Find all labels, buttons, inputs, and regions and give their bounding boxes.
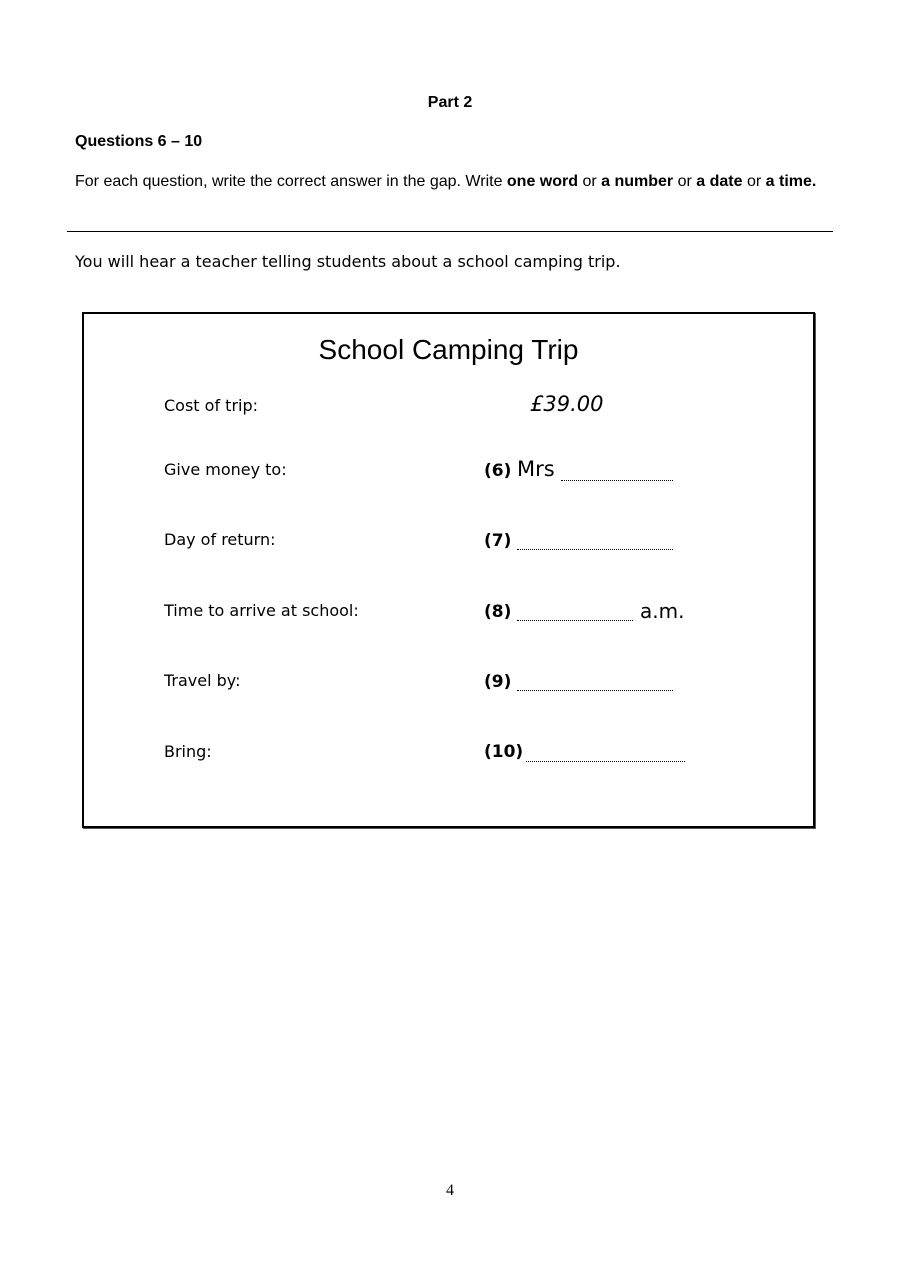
q10-number: (10) (484, 742, 524, 762)
q8-number: (8) (484, 602, 512, 622)
part-title: Part 2 (427, 94, 473, 111)
form-title: School Camping Trip (318, 334, 579, 365)
questions-title: Questions 6 – 10 (75, 133, 203, 150)
q6-answer-gap[interactable] (561, 480, 673, 481)
q8-label: Time to arrive at school: (164, 601, 359, 620)
form-box (82, 312, 815, 828)
q9-answer-gap[interactable] (517, 690, 673, 691)
example-value: £39.00 (530, 392, 604, 416)
q9-label: Travel by: (164, 671, 241, 690)
option-number: a number (601, 173, 674, 190)
q9-number: (9) (484, 672, 512, 692)
example-label: Cost of trip: (164, 396, 259, 415)
q7-number: (7) (484, 531, 512, 551)
q6-label: Give money to: (164, 460, 287, 479)
option-one-word: one word (506, 173, 579, 190)
instructions-or-2: or (673, 173, 697, 190)
instructions-or-3: or (742, 173, 766, 190)
q8-suffix: a.m. (640, 599, 685, 623)
intro-text: You will hear a teacher telling students about a school camping trip. (75, 252, 621, 271)
option-time: a time. (765, 173, 817, 190)
instructions-or-1: or (578, 173, 602, 190)
instructions (75, 172, 825, 191)
divider (67, 231, 833, 232)
page-number: 4 (446, 1182, 454, 1199)
q8-answer-gap[interactable] (517, 620, 633, 621)
q10-answer-gap[interactable] (526, 761, 685, 762)
q10-label: Bring: (164, 742, 212, 761)
q6-number: (6) (484, 461, 512, 481)
q6-prefix: Mrs (517, 457, 555, 481)
q7-answer-gap[interactable] (517, 549, 673, 550)
option-date: a date (696, 173, 743, 190)
q7-label: Day of return: (164, 530, 276, 549)
instructions-text: For each question, write the correct answer in the gap. Write (75, 173, 507, 190)
